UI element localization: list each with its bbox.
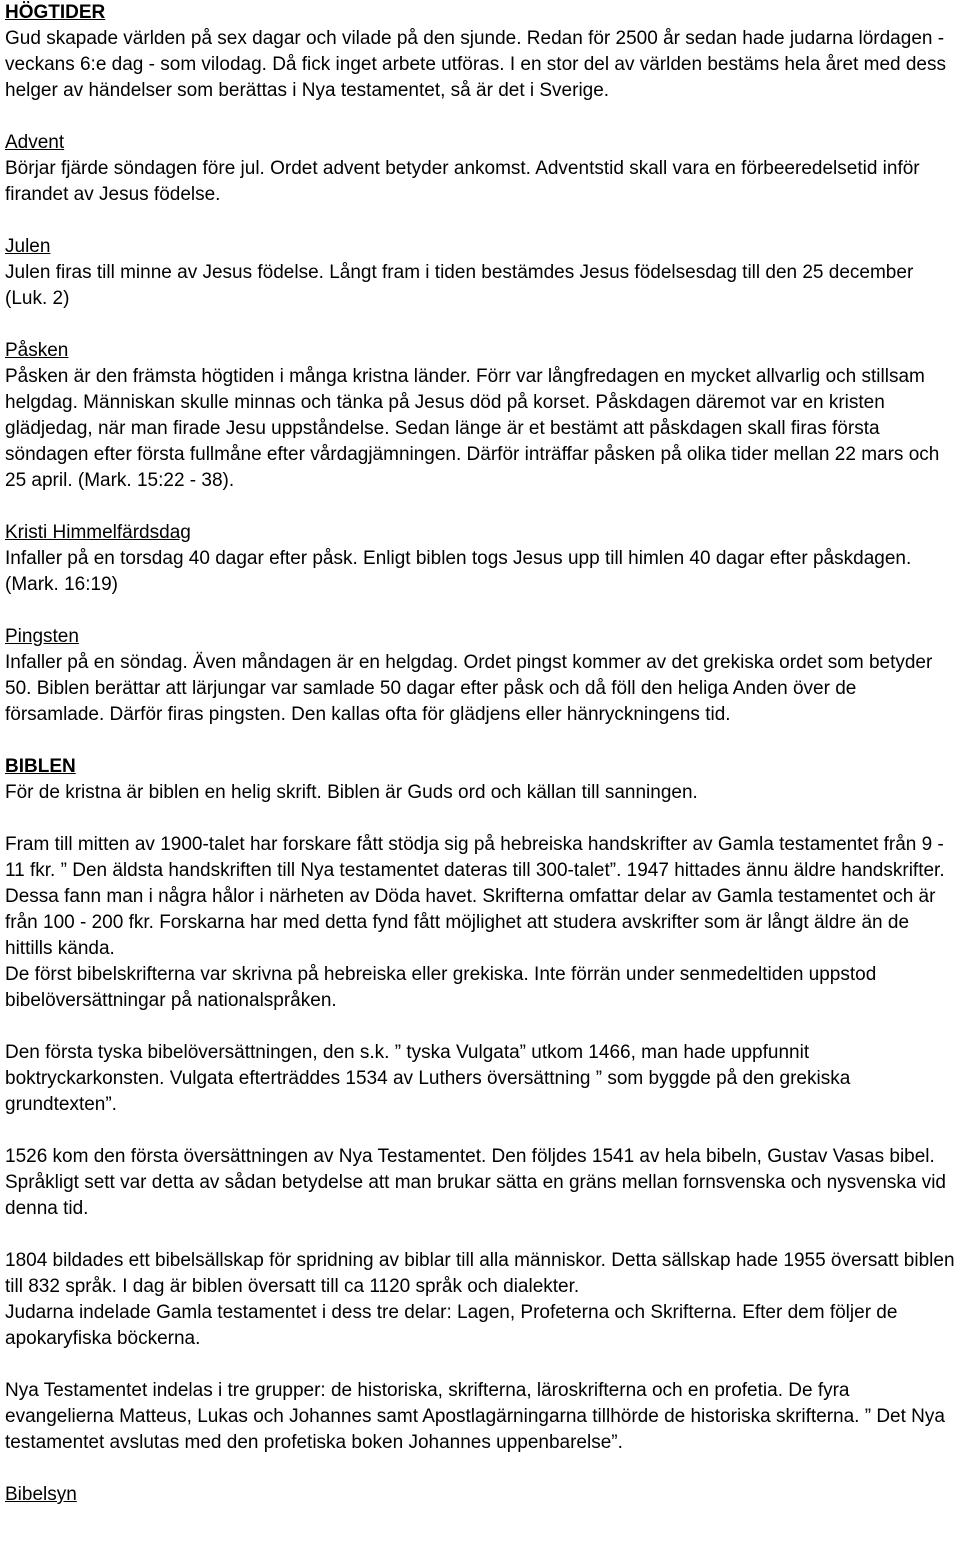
section-text-pasken: Påsken är den främsta högtiden i många kristna länder. Förr var långfredagen en mycket allvarlig och stillsam helgdag. Människan skulle minnas och tänka på Jesus död på korset. Påskdagen däremot var en kristen glädjedag, när man firade Jesu uppståndelse. Sedan länge är et bestämt att påskdagen skall firas första söndagen efter första fullmåne efter vårdagjämningen. Därför inträffar påsken på olika tider mellan 22 mars och 25 april. (Mark. 15:22 - 38). <box>5 366 940 491</box>
section-heading-bibelsyn: Bibelsyn <box>5 1484 77 1505</box>
biblen-paragraph-4: 1526 kom den första översättningen av Nya Testamentet. Den följdes 1541 av hela bibeln, Gustav Vasas bibel. Språkligt sett var detta av sådan betydelse att man brukar sätta en gräns mellan fornsvenska och nysvenska vid denna tid. <box>5 1146 947 1219</box>
spacer <box>5 728 955 754</box>
spacer <box>5 208 955 234</box>
spacer <box>5 1118 955 1144</box>
spacer <box>5 312 955 338</box>
section-text-pingsten: Infaller på en söndag. Även måndagen är en helgdag. Ordet pingst kommer av det grekiska ordet som betyder 50. Biblen berättar att lärjungar var samlade 50 dagar efter påsk och då föll den heliga Anden över de församlade. Därför firas pingsten. Den kallas ofta för glädjens eller hänryckningens tid. <box>5 652 933 725</box>
spacer <box>5 494 955 520</box>
section-heading-kristi-himmelfardsdag: Kristi Himmelfärdsdag <box>5 522 191 543</box>
section-text-kristi-himmelfardsdag: Infaller på en torsdag 40 dagar efter påsk. Enligt biblen togs Jesus upp till himlen 40 dagar efter påskdagen. (Mark. 16:19) <box>5 548 912 595</box>
hogtider-intro: Gud skapade världen på sex dagar och vilade på den sjunde. Redan för 2500 år sedan hade judarna lördagen - veckans 6:e dag - som vilodag. Då fick inget arbete utföras. I en stor del av världen bestäms hela året med dess helger av händelser som berättas i Nya testamentet, så är det i Sverige. <box>5 28 946 101</box>
spacer <box>5 1222 955 1248</box>
biblen-paragraph-5: 1804 bildades ett bibelsällskap för spridning av biblar till alla människor. Detta sällskap hade 1955 översatt biblen till 832 språk. I dag är biblen översatt till ca 1120 språk och dialekter. <box>5 1250 955 1297</box>
biblen-paragraph-6: Nya Testamentet indelas i tre grupper: de historiska, skrifterna, läroskrifterna och en profetia. De fyra evangelierna Matteus, Lukas och Johannes samt Apostlagärningarna tillhörde de historiska skrifterna. ” Det Nya testamentet avslutas med den profetiska boken Johannes uppenbarelse”. <box>5 1380 945 1453</box>
section-heading-pingsten: Pingsten <box>5 626 79 647</box>
spacer <box>5 104 955 130</box>
hogtider-title: HÖGTIDER <box>5 2 106 23</box>
section-heading-pasken: Påsken <box>5 340 69 361</box>
biblen-paragraph-3: Den första tyska bibelöversättningen, den s.k. ” tyska Vulgata” utkom 1466, man hade uppfunnit boktryckarkonsten. Vulgata efterträddes 1534 av Luthers översättning ” som byggde på den grekiska grundtexten”. <box>5 1042 851 1115</box>
biblen-paragraph-5b: Judarna indelade Gamla testamentet i dess tre delar: Lagen, Profeterna och Skrifterna. Efter dem följer de apokaryfiska böckerna. <box>5 1302 898 1349</box>
biblen-paragraph-1: För de kristna är biblen en helig skrift. Biblen är Guds ord och källan till sanningen. <box>5 782 698 803</box>
spacer <box>5 1014 955 1040</box>
spacer <box>5 806 955 832</box>
spacer <box>5 1352 955 1378</box>
document-page <box>5 0 955 1508</box>
section-text-julen: Julen firas till minne av Jesus födelse. Långt fram i tiden bestämdes Jesus födelsesdag till den 25 december (Luk. 2) <box>5 262 914 309</box>
biblen-paragraph-2: Fram till mitten av 1900-talet har forskare fått stödja sig på hebreiska handskrifter av Gamla testamentet från 9 - 11 fkr. ” Den äldsta handskriften till Nya testamentet dateras till 300-talet”. 1947 hittades ännu äldre handskrifter. Dessa fann man i några hålor i närheten av Döda havet. Skrifterna omfattar delar av Gamla testamentet och är från 100 - 200 fkr. Forskarna har med detta fynd fått möjlighet att studera avskrifter som är långt äldre än de hittills kända. <box>5 834 945 959</box>
biblen-title: BIBLEN <box>5 756 76 777</box>
biblen-paragraph-2b: De först bibelskrifterna var skrivna på hebreiska eller grekiska. Inte förrän under senmedeltiden uppstod bibelöversättningar på nationalspråken. <box>5 964 877 1011</box>
section-heading-advent: Advent <box>5 132 65 153</box>
section-text-advent: Börjar fjärde söndagen före jul. Ordet advent betyder ankomst. Adventstid skall vara en förbeeredelsetid inför firandet av Jesus födelse. <box>5 158 920 205</box>
section-heading-julen: Julen <box>5 236 51 257</box>
spacer <box>5 1456 955 1482</box>
spacer <box>5 598 955 624</box>
